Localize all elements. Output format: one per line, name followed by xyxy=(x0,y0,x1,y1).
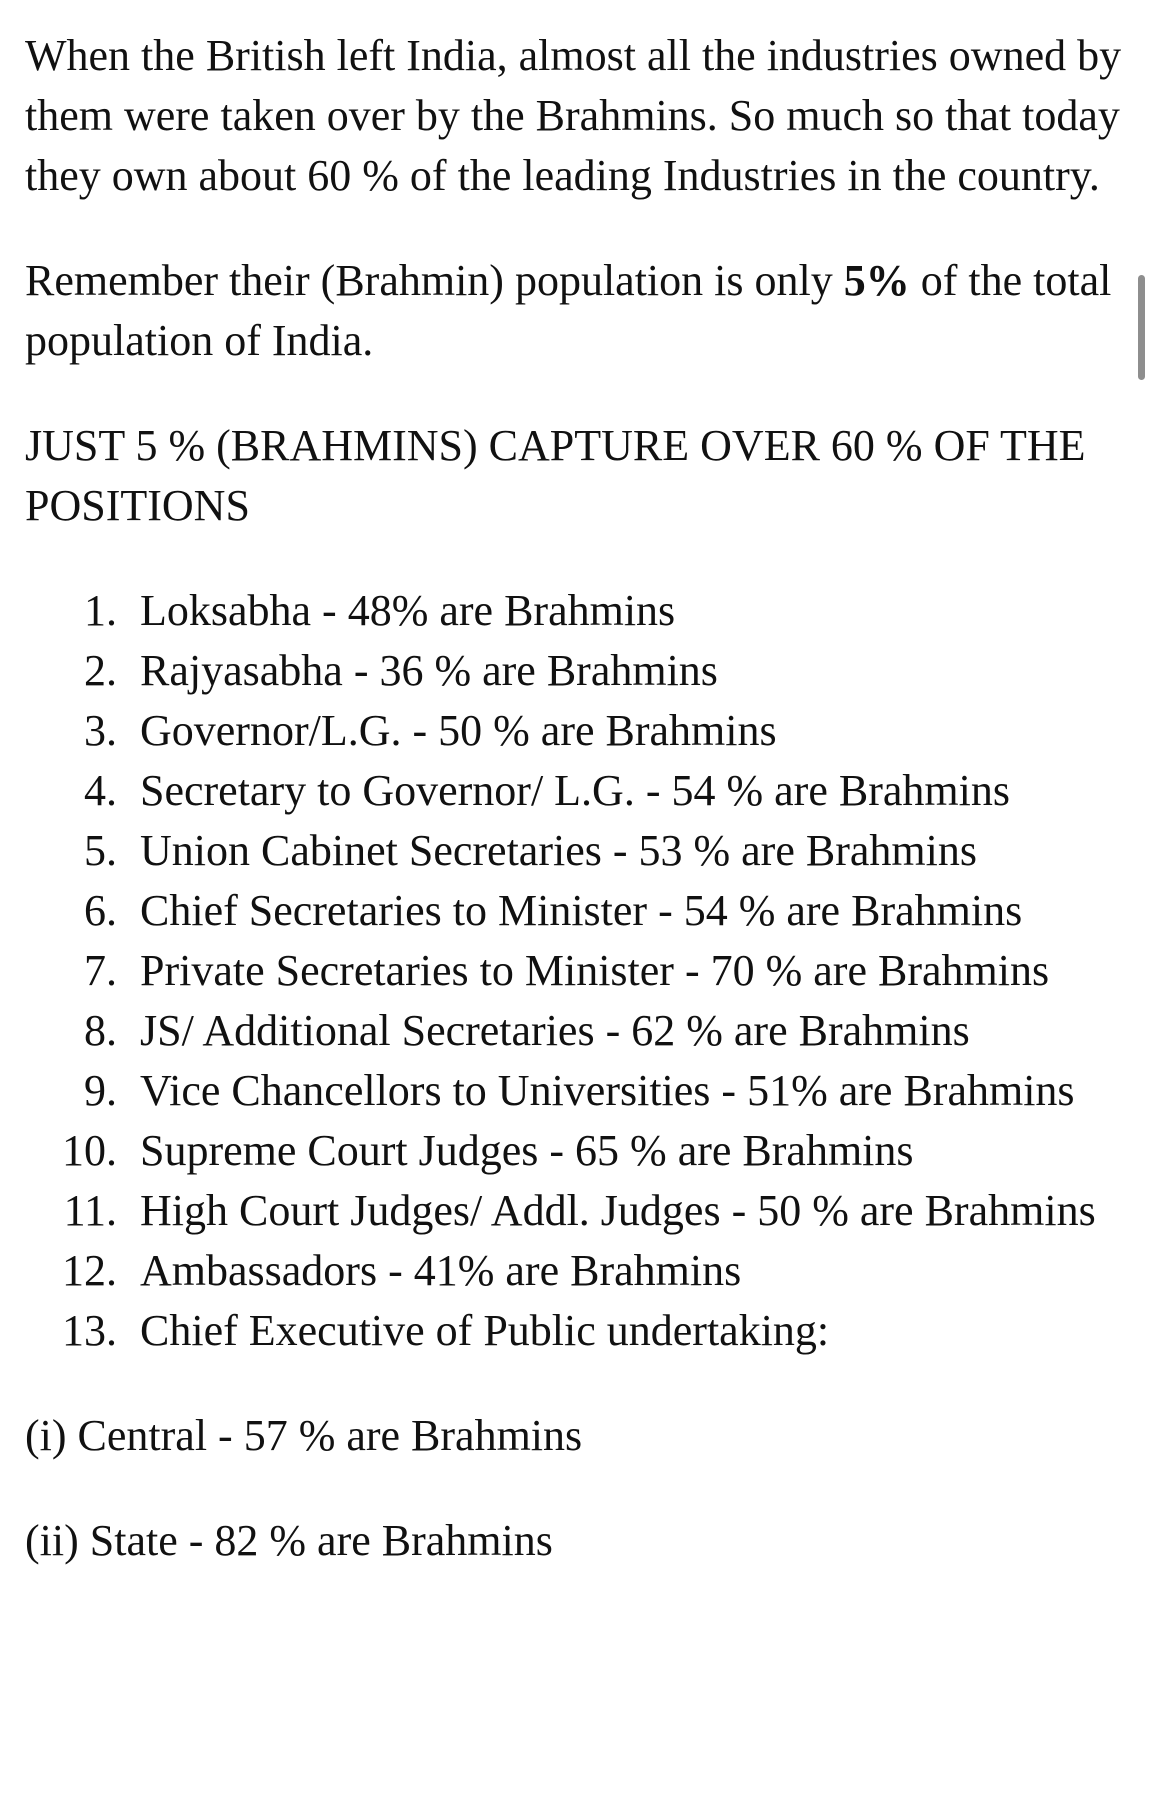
list-text: Rajyasabha - 36 % are Brahmins xyxy=(140,646,718,695)
list-number: 10. xyxy=(62,1126,117,1175)
list-number: 8. xyxy=(84,1006,117,1055)
list-number: 4. xyxy=(84,766,117,815)
sub-item-central: (i) Central - 57 % are Brahmins xyxy=(25,1411,583,1460)
list-text: Ambassadors - 41% are Brahmins xyxy=(140,1246,742,1295)
list-text: Union Cabinet Secretaries - 53 % are Brahmins xyxy=(140,826,977,875)
list-text: High Court Judges/ Addl. Judges - 50 % are Brahmins xyxy=(140,1186,1096,1235)
list-text: Secretary to Governor/ L.G. - 54 % are Brahmins xyxy=(140,766,1010,815)
list-text: Supreme Court Judges - 65 % are Brahmins xyxy=(140,1126,914,1175)
list-text: Loksabha - 48% are Brahmins xyxy=(140,586,676,635)
list-number: 2. xyxy=(84,646,117,695)
list-number: 5. xyxy=(84,826,117,875)
list-item xyxy=(25,1181,1145,1241)
list-text: Vice Chancellors to Universities - 51% are Brahmins xyxy=(140,1066,1075,1115)
list-item xyxy=(25,761,1145,821)
list-item xyxy=(25,1241,1145,1301)
list-number: 12. xyxy=(62,1246,117,1295)
list-item xyxy=(25,821,1145,881)
list-item xyxy=(25,1301,1145,1361)
list-number: 13. xyxy=(62,1306,117,1355)
list-number: 6. xyxy=(84,886,117,935)
scrollbar-thumb[interactable] xyxy=(1138,275,1145,380)
list-item xyxy=(25,641,1145,701)
positions-list xyxy=(25,581,1145,1361)
list-number: 9. xyxy=(84,1066,117,1115)
section-heading: JUST 5 % (BRAHMINS) CAPTURE OVER 60 % OF THE POSITIONS xyxy=(25,421,1086,530)
list-text: Chief Executive of Public undertaking: xyxy=(140,1306,830,1355)
list-item xyxy=(25,881,1145,941)
list-text: Chief Secretaries to Minister - 54 % are Brahmins xyxy=(140,886,1023,935)
list-text: JS/ Additional Secretaries - 62 % are Brahmins xyxy=(140,1006,970,1055)
list-item xyxy=(25,581,1145,641)
article-body xyxy=(25,26,1145,1571)
population-text-end: of the total population of India. xyxy=(25,256,1112,365)
list-number: 3. xyxy=(84,706,117,755)
list-item xyxy=(25,1121,1145,1181)
list-item xyxy=(25,701,1145,761)
list-text: Governor/L.G. - 50 % are Brahmins xyxy=(140,706,777,755)
population-paragraph xyxy=(25,251,1145,371)
list-item xyxy=(25,941,1145,1001)
intro-paragraph: When the British left India, almost all the industries owned by them were taken over by the Brahmins. So much so that today they own about 60 % of the leading Industries in the country. xyxy=(25,31,1122,200)
population-text-start: Remember their (Brahmin) population is only xyxy=(25,256,844,305)
list-number: 1. xyxy=(84,586,117,635)
list-text: Private Secretaries to Minister - 70 % are Brahmins xyxy=(140,946,1050,995)
list-number: 7. xyxy=(84,946,117,995)
list-item xyxy=(25,1001,1145,1061)
population-percent: 5% xyxy=(843,256,910,305)
sub-item-state: (ii) State - 82 % are Brahmins xyxy=(25,1516,553,1565)
list-item xyxy=(25,1061,1145,1121)
list-number: 11. xyxy=(63,1186,117,1235)
